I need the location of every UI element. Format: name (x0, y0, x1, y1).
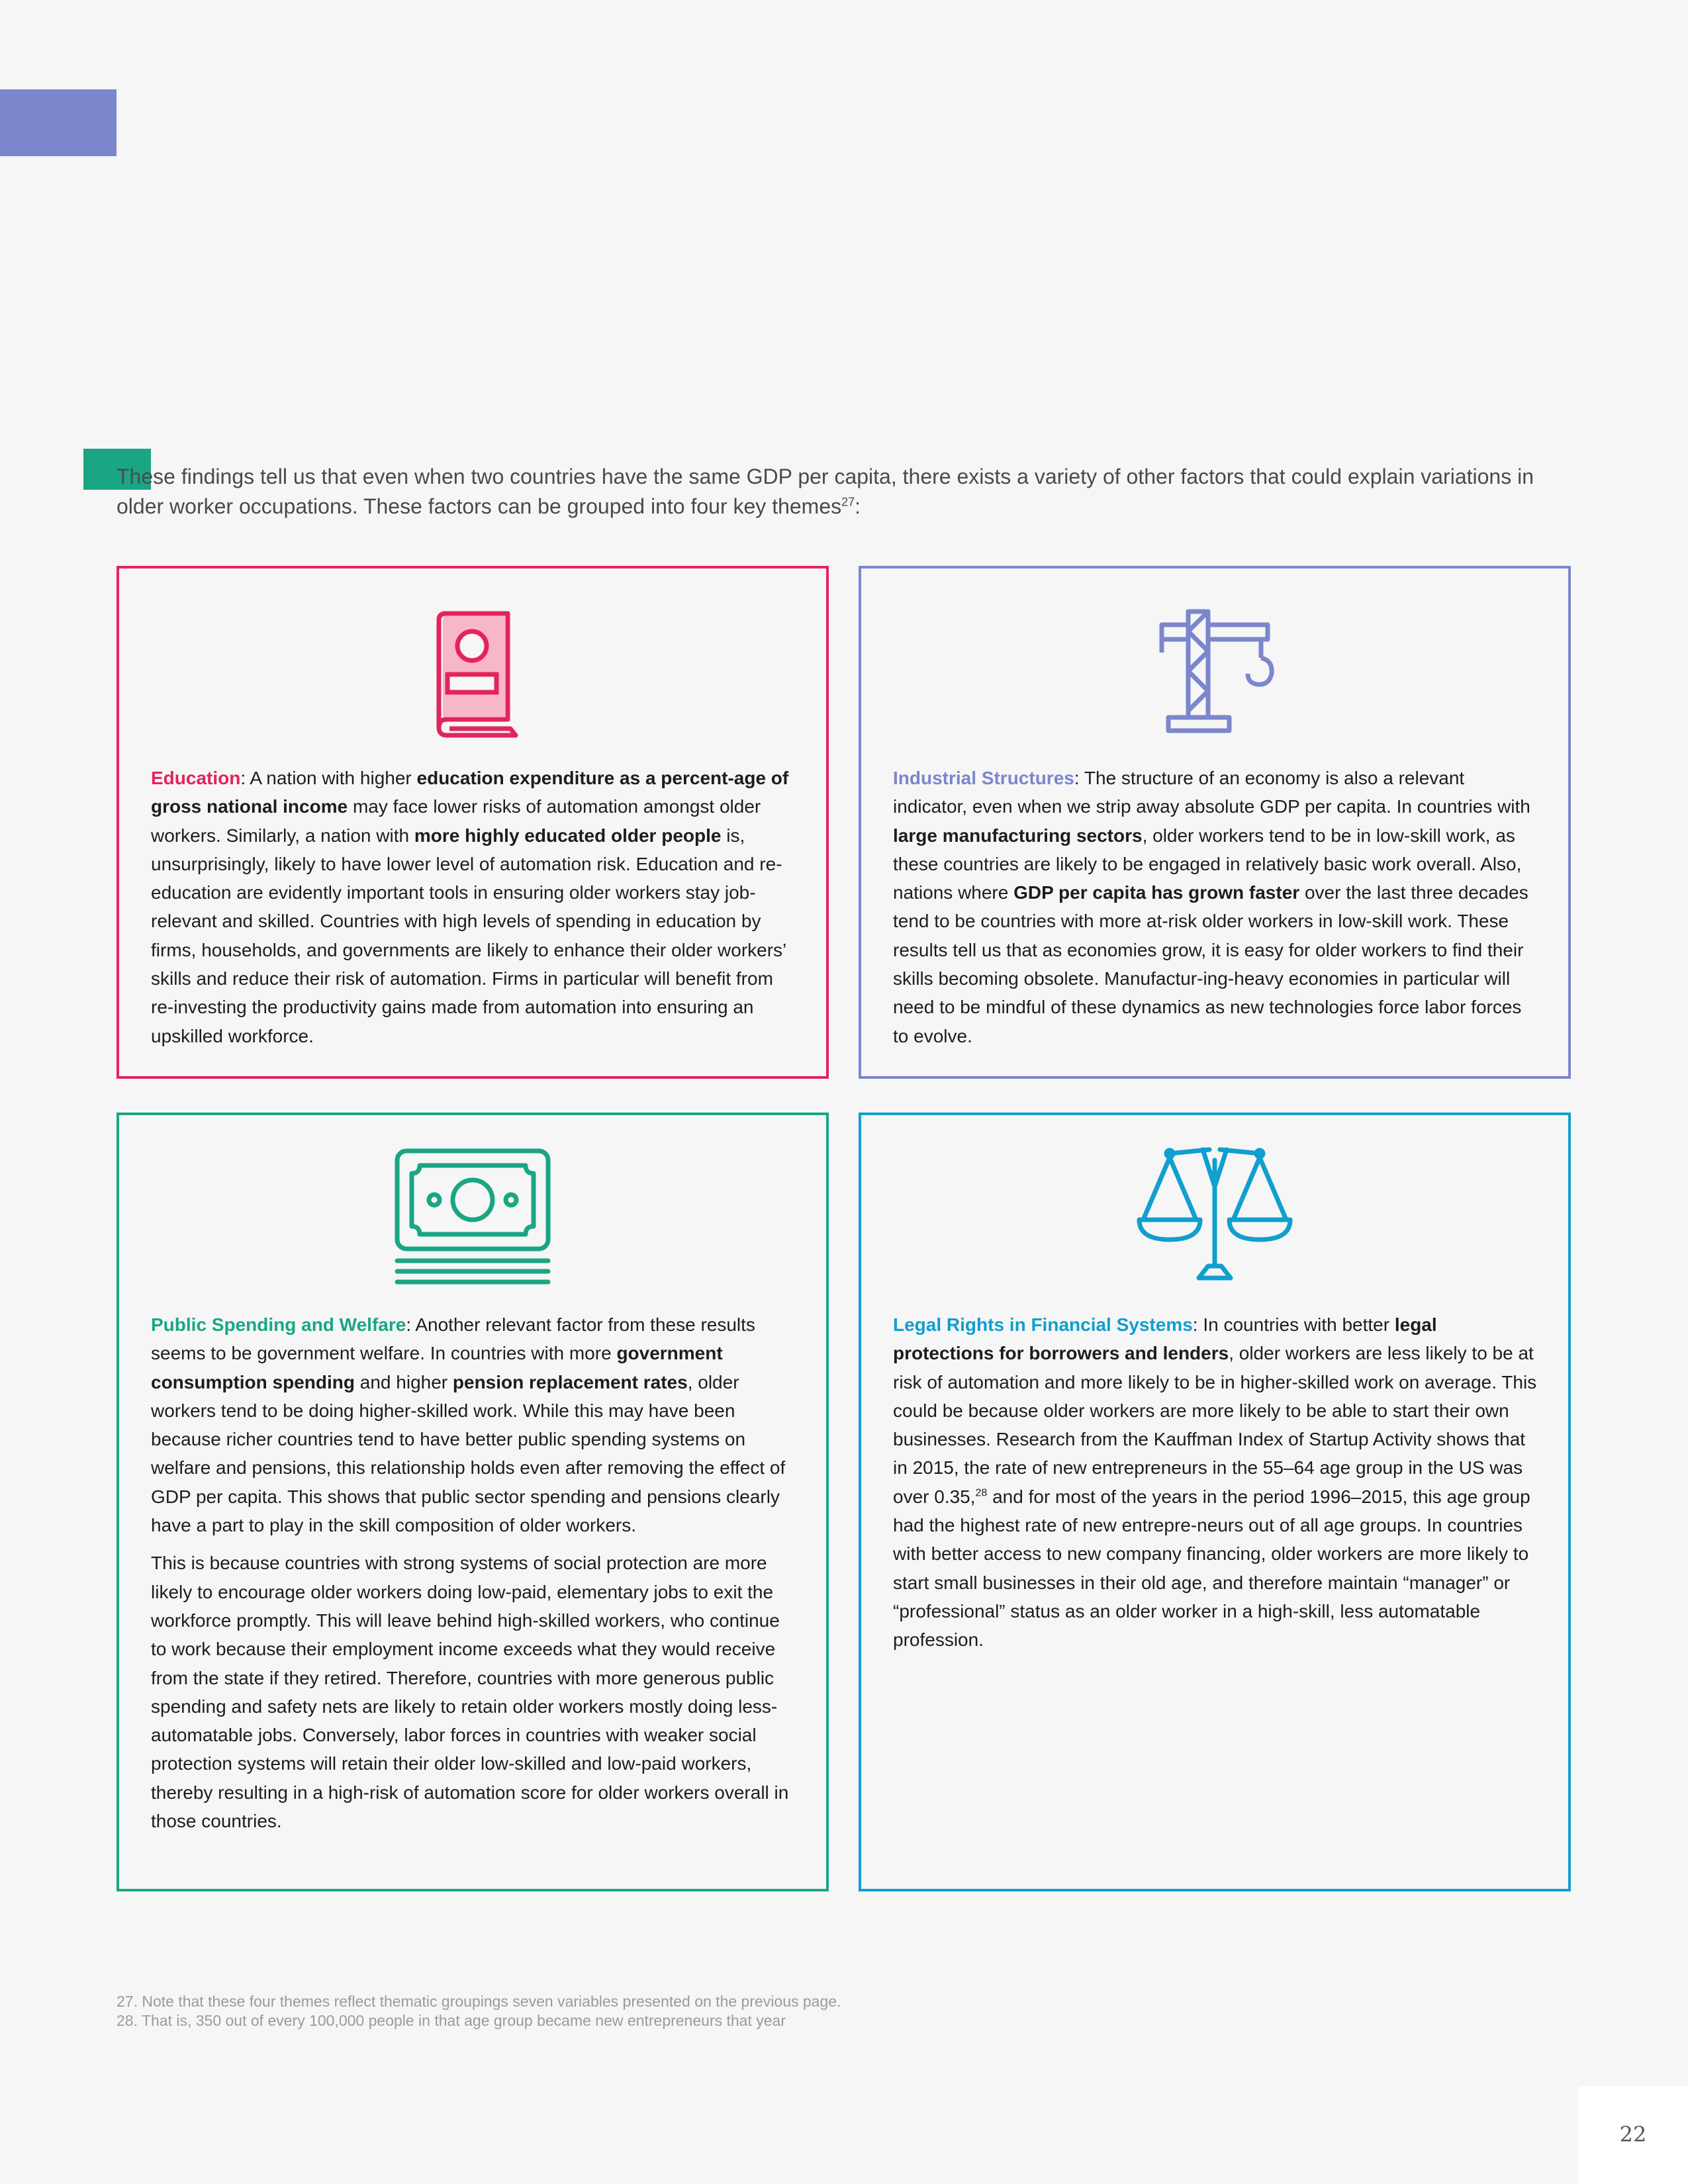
legal-rights-text (893, 1310, 1542, 1664)
emphasis-text: pension replacement rates (452, 1371, 688, 1392)
body-text: is, unsurprisingly, likely to have lower level of automation risk. Education and re-education are evidently important tools in ensuring older workers stay job-relevant and skilled. Countries with high levels of spending in education by firms, households, and governments are likely to enhance their older workers’ skills and reduce their risk of automation. Firms in particular will benefit from re-investing the productivity gains made from automation into ensuring an upskilled workforce. (151, 825, 786, 1046)
body-text: : Another relevant factor from these results seems to be government welfare. In countries with more (151, 1314, 755, 1364)
page-number-box (1578, 2086, 1688, 2184)
legal-rights-heading: Legal Rights in Financial Systems (893, 1314, 1193, 1335)
emphasis-text: large manufacturing sectors (893, 825, 1143, 846)
legal-rights-paragraph (893, 1310, 1542, 1655)
body-text: : A nation with higher (240, 768, 417, 788)
emphasis-text: government consumption spending (151, 1343, 723, 1392)
body-text: may face lower risks of automation amongst older workers. Similarly, a nation with (151, 796, 761, 846)
banknote-icon (393, 1147, 552, 1289)
body-text: and higher (355, 1371, 453, 1392)
public-spending-paragraph-1 (151, 1310, 800, 1539)
book-icon (423, 608, 522, 744)
industrial-structures-paragraph (893, 764, 1542, 1050)
public-spending-heading: Public Spending and Welfare (151, 1314, 406, 1335)
crane-icon (1149, 605, 1281, 741)
body-text: and for most of the years in the period 1996–2015, this age group had the highest rate of new entrepre-neurs out of all age groups. In countries with better access to new company financing, older workers are more likely to start small businesses in their old age, and therefore maintain “manager” or “professional” status as an older worker in a high-skill, less automatable profession. (893, 1486, 1530, 1651)
section-tab-purple (0, 89, 117, 156)
page-number: 22 (1619, 2122, 1647, 2147)
emphasis-text: more highly educated older people (414, 825, 722, 846)
industrial-structures-text (893, 764, 1542, 1060)
public-spending-text (151, 1310, 800, 1844)
footnote-28: 28. That is, 350 out of every 100,000 people in that age group became new entrepreneurs that year (117, 2012, 786, 2029)
industrial-structures-heading: Industrial Structures (893, 768, 1074, 788)
education-card (117, 566, 829, 1079)
public-spending-paragraph-2: This is because countries with strong systems of social protection are more likely to encourage older workers doing low-paid, elementary jobs to exit the workforce promptly. This will leave behind high-skilled workers, who continue to work because their employment income exceeds what they would receive from the state if they retired. Therefore, countries with more generous public spending and safety nets are likely to retain older workers mostly doing less-automatable jobs. Conversely, labor forces in countries with weaker social protection systems will retain their older low-skilled and low-paid workers, thereby resulting in a high-risk of automation score for older workers overall in those countries. (151, 1553, 789, 1832)
footnote-ref-27[interactable]: 27 (841, 495, 855, 509)
footnote-27: 27. Note that these four themes reflect thematic groupings seven variables presented on the previous page. (117, 1993, 841, 2010)
emphasis-text: education expenditure as a percent-age of gross national income (151, 768, 789, 817)
body-text: : In countries with better (1192, 1314, 1395, 1335)
legal-rights-card (859, 1113, 1571, 1891)
education-text (151, 764, 800, 1060)
education-heading: Education (151, 768, 241, 788)
scales-icon (1135, 1147, 1294, 1289)
footnote-ref[interactable]: 28 (975, 1487, 988, 1499)
body-text: over the last three decades tend to be countries with more at-risk older workers in low-skill work. These results tell us that as economies grow, it is easy for older workers to find their skills becoming obsolete. Manufactur-ing-heavy economies in particular will need to be mindful of these dynamics as new technologies force labor forces to evolve. (893, 882, 1528, 1046)
body-text: , older workers tend to be in low-skill work, as these countries are likely to be engaged in relatively basic work overall. Also, nations where (893, 825, 1522, 903)
emphasis-text: legal protections for borrowers and lenders (893, 1314, 1437, 1364)
body-text: , older workers are less likely to be at risk of automation and more likely to be in higher-skilled work on average. This could be because older workers are more likely to be able to start their own businesses. Research from the Kauffman Index of Startup Activity shows that in 2015, the rate of new entrepreneurs in the 55–64 age group in the US was over 0.35, (893, 1343, 1537, 1507)
body-text: , older workers tend to be doing higher-skilled work. While this may have been because richer countries tend to have better public spending systems on welfare and pensions, this relationship holds even after removing the effect of GDP per capita. This shows that public sector spending and pensions clearly have a part to play in the skill composition of older workers. (151, 1371, 786, 1536)
body-text: : The structure of an economy is also a relevant indicator, even when we strip away absolute GDP per capita. In countries with (893, 768, 1530, 817)
public-spending-card (117, 1113, 829, 1891)
emphasis-text: GDP per capita has grown faster (1013, 882, 1300, 903)
education-paragraph (151, 764, 800, 1050)
industrial-structures-card (859, 566, 1571, 1079)
footnotes (117, 1992, 841, 2030)
intro-paragraph: These findings tell us that even when two countries have the same GDP per capita, there exists a variety of other factors that could explain variations in older worker occupations. These factors can be grouped into four key themes$^{27}$: (117, 465, 1534, 518)
